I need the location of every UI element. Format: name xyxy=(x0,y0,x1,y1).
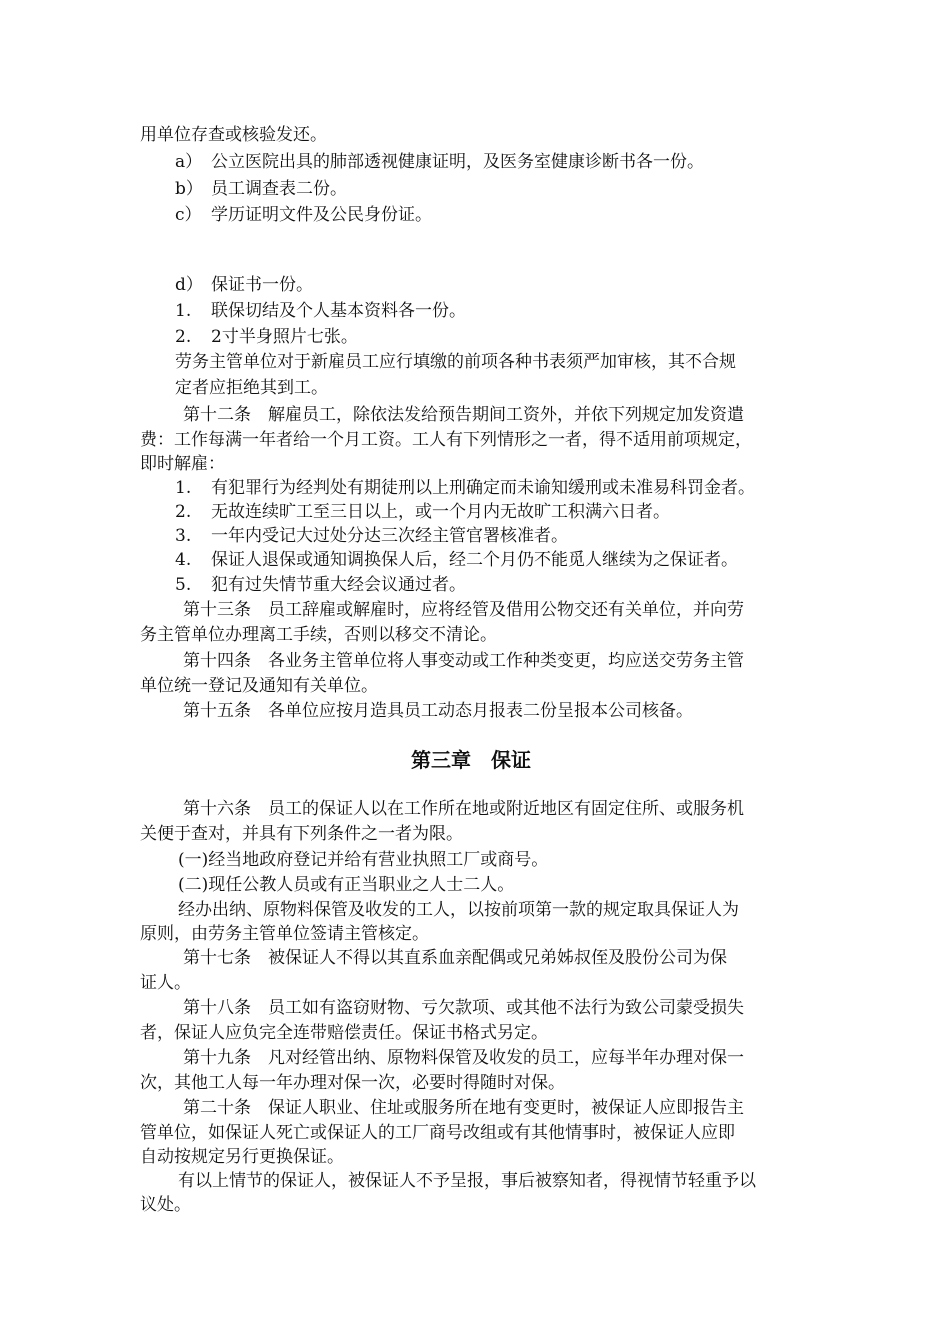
list-marker: c） xyxy=(175,205,202,225)
article-14: 第十四条 各业务主管单位将人事变动或工作种类变更，均应送交劳务主管 xyxy=(183,651,744,671)
list-item-2 xyxy=(175,325,358,349)
list-marker: 3. xyxy=(175,526,192,546)
list-text: 一年内受记大过处分达三次经主管官署核准者。 xyxy=(211,526,568,546)
article-15: 第十五条 各单位应按月造具员工动态月报表二份呈报本公司核备。 xyxy=(183,701,693,721)
text-line: 用单位存查或核验发还。 xyxy=(140,125,327,145)
list-marker: 5. xyxy=(175,575,192,595)
article-20: 第二十条 保证人职业、住址或服务所在地有变更时，被保证人应即报告主 xyxy=(183,1098,744,1118)
list-marker: a） xyxy=(175,152,203,172)
text-line: 有以上情节的保证人，被保证人不予呈报，事后被察知者，得视情节轻重予以 xyxy=(178,1171,756,1191)
list-marker: 1. xyxy=(175,301,192,321)
text-line: 次，其他工人每一年办理对保一次，必要时得随时对保。 xyxy=(140,1073,565,1093)
list-marker: 4. xyxy=(175,550,192,570)
text-line: 单位统一登记及通知有关单位。 xyxy=(140,676,378,696)
list-text: 2寸半身照片七张。 xyxy=(211,327,358,347)
list-item-c xyxy=(175,203,432,227)
list-text: 公立医院出具的肺部透视健康证明，及医务室健康诊断书各一份。 xyxy=(211,152,704,172)
list-text: 员工调查表二份。 xyxy=(211,179,347,199)
text-line: 原则，由劳务主管单位签请主管核定。 xyxy=(140,924,429,944)
text-line: 经办出纳、原物料保管及收发的工人，以按前项第一款的规定取具保证人为 xyxy=(178,900,739,920)
text-line: 费：工作每满一年者给一个月工资。工人有下列情形之一者，得不适用前项规定， xyxy=(140,430,752,450)
list-marker: 2. xyxy=(175,327,192,347)
text-line: 即时解雇： xyxy=(140,454,225,474)
list-item-i3 xyxy=(175,524,568,548)
article-18: 第十八条 员工如有盗窃财物、亏欠款项、或其他不法行为致公司蒙受损失 xyxy=(183,998,744,1018)
list-text: 有犯罪行为经判处有期徒刑以上刑确定而未谕知缓刑或未准易科罚金者。 xyxy=(211,478,755,498)
list-text: 保证书一份。 xyxy=(211,275,313,295)
text-line: 自动按规定另行更换保证。 xyxy=(140,1147,344,1167)
list-text: 学历证明文件及公民身份证。 xyxy=(211,205,432,225)
list-text: 联保切结及个人基本资料各一份。 xyxy=(211,301,466,321)
condition-2: (二)现任公教人员或有正当职业之人士二人。 xyxy=(178,875,515,895)
article-19: 第十九条 凡对经管出纳、原物料保管及收发的员工，应每半年办理对保一 xyxy=(183,1048,744,1068)
text-line: 关便于查对，并具有下列条件之一者为限。 xyxy=(140,824,463,844)
text-line: 定者应拒绝其到工。 xyxy=(175,378,328,398)
article-12: 第十二条 解雇员工，除依法发给预告期间工资外，并依下列规定加发资遣 xyxy=(183,405,744,425)
article-16: 第十六条 员工的保证人以在工作所在地或附近地区有固定住所、或服务机 xyxy=(183,799,744,819)
article-17: 第十七条 被保证人不得以其直系血亲配偶或兄弟姊叔侄及股份公司为保 xyxy=(183,948,727,968)
list-marker: 1. xyxy=(175,478,192,498)
condition-1: (一)经当地政府登记并给有营业执照工厂或商号。 xyxy=(178,850,549,870)
text-line: 证人。 xyxy=(140,973,191,993)
list-item-i1 xyxy=(175,476,755,500)
text-line: 务主管单位办理离工手续，否则以移交不清论。 xyxy=(140,625,497,645)
list-item-a xyxy=(175,150,704,174)
list-text: 保证人退保或通知调换保人后，经二个月仍不能觅人继续为之保证者。 xyxy=(211,550,738,570)
list-item-b xyxy=(175,177,347,201)
list-text: 犯有过失情节重大经会议通过者。 xyxy=(211,575,466,595)
text-line: 劳务主管单位对于新雇员工应行填缴的前项各种书表须严加审核，其不合规 xyxy=(175,352,736,372)
chapter-heading: 第三章 保证 xyxy=(411,748,531,772)
list-item-d xyxy=(175,273,313,297)
list-marker: b） xyxy=(175,179,203,199)
article-13: 第十三条 员工辞雇或解雇时，应将经管及借用公物交还有关单位，并向劳 xyxy=(183,600,744,620)
text-line: 议处。 xyxy=(140,1195,191,1215)
list-marker: d） xyxy=(175,275,203,295)
list-item-i4 xyxy=(175,548,738,572)
list-item-1 xyxy=(175,299,466,323)
text-line: 者，保证人应负完全连带赔偿责任。保证书格式另定。 xyxy=(140,1023,548,1043)
list-item-i2 xyxy=(175,500,670,524)
list-item-i5 xyxy=(175,573,466,597)
text-line: 管单位，如保证人死亡或保证人的工厂商号改组或有其他情事时，被保证人应即 xyxy=(140,1123,735,1143)
list-text: 无故连续旷工至三日以上，或一个月内无故旷工积满六日者。 xyxy=(211,502,670,522)
list-marker: 2. xyxy=(175,502,192,522)
